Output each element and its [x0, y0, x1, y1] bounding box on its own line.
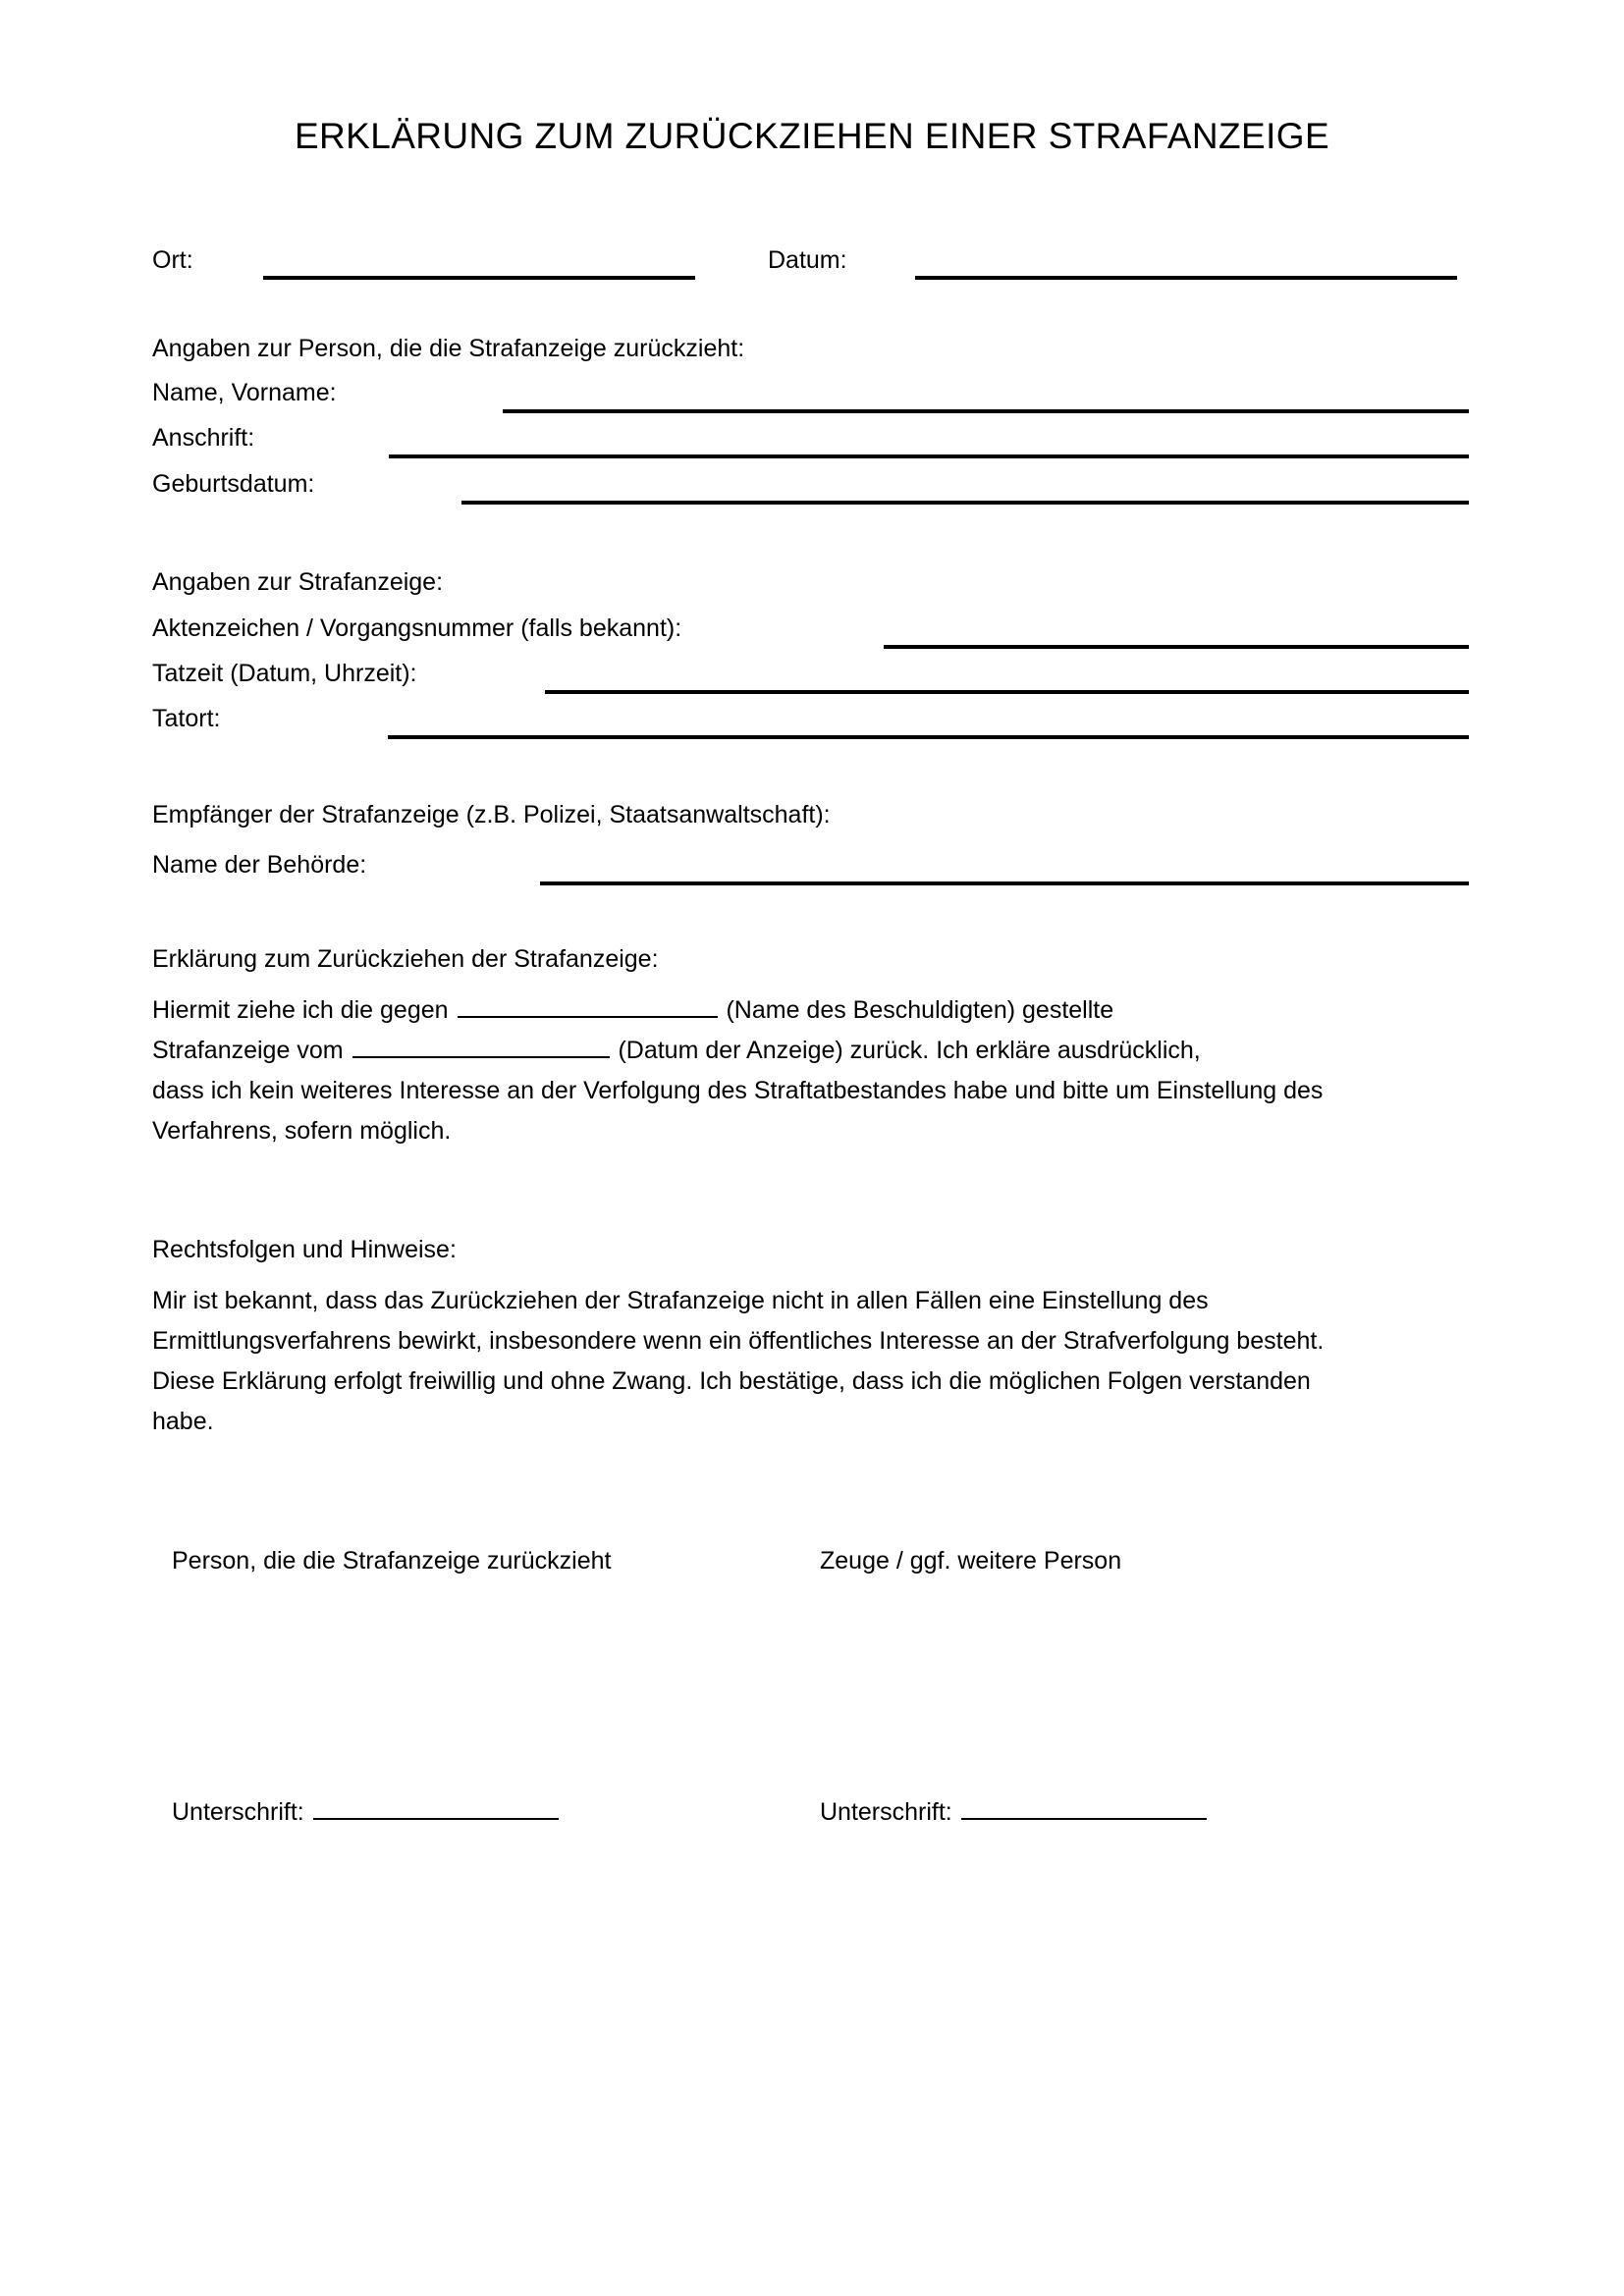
signature-left-caption: Person, die die Strafanzeige zurückzieht [172, 1547, 612, 1575]
anschrift-input-line[interactable] [389, 454, 1469, 458]
signature-right-label: Unterschrift: [820, 1798, 952, 1826]
signature-right-input-blank[interactable] [961, 1798, 1207, 1820]
rechtsfolgen-line-1: Mir ist bekannt, dass das Zurückziehen der Strafanzeige nicht in allen Fällen eine Einstellung des [152, 1287, 1209, 1314]
tatort-input-line[interactable] [388, 735, 1469, 739]
erklaerung-section-heading: Erklärung zum Zurückziehen der Strafanzeige: [152, 945, 659, 973]
signature-left-row [172, 1798, 561, 1827]
empfaenger-section-heading: Empfänger der Strafanzeige (z.B. Polizei, Staatsanwaltschaft): [152, 801, 831, 828]
signature-left-input-blank[interactable] [313, 1798, 559, 1820]
person-section-heading: Angaben zur Person, die die Strafanzeige zurückzieht: [152, 335, 745, 362]
rechtsfolgen-section-heading: Rechtsfolgen und Hinweise: [152, 1236, 457, 1263]
erklaerung-line-3: dass ich kein weiteres Interesse an der Verfolgung des Straftatbestandes habe und bitte um Einstellung des [152, 1077, 1324, 1104]
rechtsfolgen-paragraph [152, 1281, 1473, 1442]
page-title: ERKLÄRUNG ZUM ZURÜCKZIEHEN EINER STRAFANZEIGE [294, 116, 1330, 156]
aktenzeichen-label: Aktenzeichen / Vorgangsnummer (falls bekannt): [152, 614, 682, 642]
tatzeit-input-line[interactable] [545, 690, 1469, 694]
erklaerung-line1-before: Hiermit ziehe ich die gegen [152, 996, 449, 1024]
signature-right-caption: Zeuge / ggf. weitere Person [820, 1547, 1122, 1575]
erklaerung-line1-after: (Name des Beschuldigten) gestellte [726, 996, 1114, 1024]
erklaerung-line-4: Verfahrens, sofern möglich. [152, 1117, 452, 1145]
tatort-label: Tatort: [152, 705, 221, 732]
erklaerung-line2-after: (Datum der Anzeige) zurück. Ich erkläre ausdrücklich, [618, 1037, 1201, 1064]
name-vorname-input-line[interactable] [503, 409, 1469, 413]
anschrift-label: Anschrift: [152, 424, 255, 452]
rechtsfolgen-line-3: Diese Erklärung erfolgt freiwillig und ohne Zwang. Ich bestätige, dass ich die möglichen Folgen verstanden [152, 1367, 1311, 1395]
ort-label: Ort: [152, 246, 193, 274]
geburtsdatum-input-line[interactable] [461, 501, 1469, 505]
anzeige-datum-input-blank[interactable] [352, 1037, 610, 1058]
erklaerung-line2-before: Strafanzeige vom [152, 1037, 344, 1064]
erklaerung-line-2 [152, 1031, 1473, 1071]
beschuldigter-input-blank[interactable] [458, 996, 718, 1018]
name-vorname-label: Name, Vorname: [152, 379, 337, 406]
rechtsfolgen-line-4: habe. [152, 1408, 214, 1435]
geburtsdatum-label: Geburtsdatum: [152, 470, 315, 498]
behoerde-input-line[interactable] [540, 881, 1469, 885]
datum-label: Datum: [768, 246, 847, 274]
rechtsfolgen-line-2: Ermittlungsverfahrens bewirkt, insbesondere wenn ein öffentliches Interesse an der Strafverfolgung besteht. [152, 1327, 1325, 1355]
signature-left-label: Unterschrift: [172, 1798, 304, 1826]
behoerde-label: Name der Behörde: [152, 851, 367, 879]
aktenzeichen-input-line[interactable] [884, 645, 1469, 649]
datum-input-line[interactable] [915, 276, 1457, 280]
tatzeit-label: Tatzeit (Datum, Uhrzeit): [152, 660, 417, 687]
erklaerung-line-1 [152, 990, 1473, 1031]
anzeige-section-heading: Angaben zur Strafanzeige: [152, 568, 444, 596]
erklaerung-paragraph [152, 990, 1473, 1151]
signature-right-row [820, 1798, 1209, 1827]
ort-input-line[interactable] [263, 276, 695, 280]
